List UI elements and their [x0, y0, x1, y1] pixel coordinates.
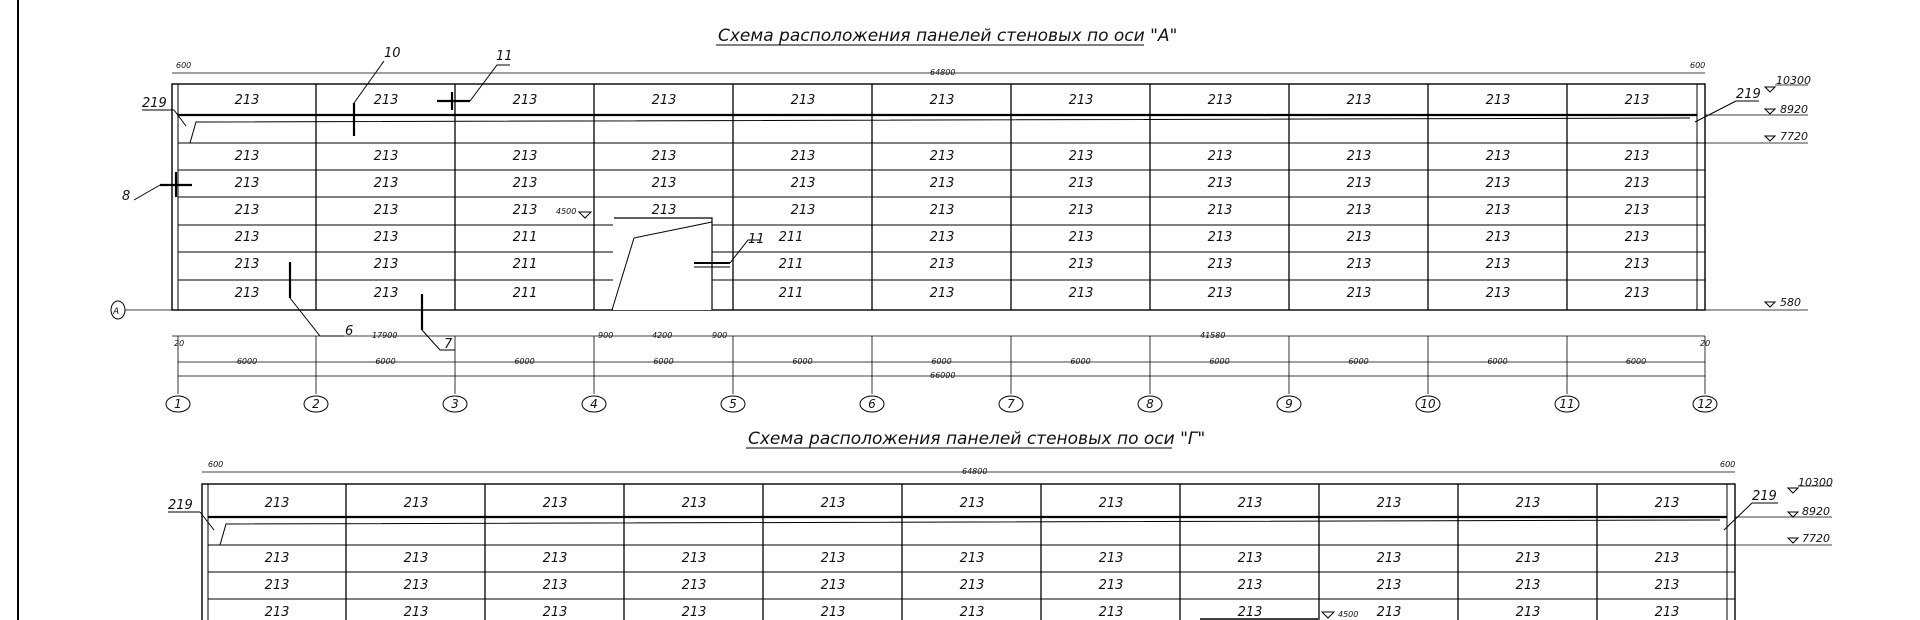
corner-mark-right-a: 219: [1736, 87, 1761, 102]
dim-seg-left-a: 17900: [372, 331, 398, 340]
panel-mark: 213: [1485, 230, 1511, 245]
panel-mark: 213: [681, 578, 707, 593]
panel-marks-g: [265, 496, 1680, 620]
panel-mark: 213: [1624, 203, 1650, 218]
panel-mark: 211: [512, 286, 538, 301]
span-dimension: 6000: [236, 357, 258, 366]
panel-mark: 213: [1485, 176, 1511, 191]
panel-mark: 213: [373, 203, 399, 218]
panel-mark: 213: [512, 203, 538, 218]
panel-mark: 213: [1624, 176, 1650, 191]
panel-mark: 213: [1624, 257, 1650, 272]
panel-mark: 213: [929, 230, 955, 245]
dim-total-bottom-a: 66000: [930, 371, 956, 380]
panel-mark: 213: [373, 286, 399, 301]
grid-axis-label: 9: [1285, 397, 1293, 411]
panel-mark: 213: [1515, 578, 1541, 593]
panel-mark: 213: [959, 551, 985, 566]
panel-mark: 213: [512, 149, 538, 164]
panel-mark: 213: [820, 578, 846, 593]
span-dimension: 6000: [653, 357, 674, 366]
panel-mark: 213: [1098, 605, 1124, 620]
elev-4500-g: 4500: [1338, 610, 1359, 619]
dim-total-top-g: 64800: [962, 467, 988, 476]
panel-mark: 213: [1624, 230, 1650, 245]
elev-580-a: 580: [1780, 296, 1801, 309]
panel-mark: 213: [790, 176, 816, 191]
elev-10300-g: 10300: [1798, 476, 1833, 489]
panel-mark: 213: [1346, 230, 1372, 245]
panel-mark: 213: [681, 496, 707, 511]
scheme-title-a: Схема расположения панелей стеновых по оси "А": [718, 26, 1178, 46]
elev-7720-a: 7720: [1780, 130, 1808, 143]
panel-mark: 213: [1207, 286, 1233, 301]
grid-axis-label: 2: [312, 397, 320, 411]
panel-mark: 213: [1237, 605, 1263, 620]
panel-mark: 213: [1207, 176, 1233, 191]
span-dimension: 6000: [1348, 357, 1369, 366]
panel-mark: 213: [1207, 230, 1233, 245]
panel-mark: 211: [778, 230, 804, 245]
panel-mark: 213: [542, 551, 568, 566]
panel-mark: 213: [929, 93, 955, 108]
panel-mark: 213: [264, 496, 290, 511]
panel-mark: 213: [373, 230, 399, 245]
grid-axis-label: 4: [590, 397, 598, 411]
panel-mark: 213: [929, 149, 955, 164]
panel-mark: 213: [1068, 93, 1094, 108]
panel-mark: 213: [1654, 578, 1680, 593]
panel-mark: 213: [1376, 496, 1402, 511]
panel-mark: 213: [1485, 93, 1511, 108]
panel-mark: 213: [820, 551, 846, 566]
dim-seg-door-a: 4200: [652, 331, 673, 340]
grid-axis-label: 3: [451, 397, 459, 411]
callout-6-line-a: [290, 298, 344, 336]
corner-mark-right-g: 219: [1752, 489, 1777, 504]
panel-mark: 213: [373, 149, 399, 164]
span-dimension: 6000: [1625, 357, 1647, 366]
panel-mark: 213: [651, 93, 677, 108]
panel-mark: 213: [1654, 605, 1680, 620]
panel-mark: 213: [1068, 257, 1094, 272]
callout-7-a: 7: [444, 337, 453, 352]
panel-mark: 213: [234, 230, 260, 245]
panel-mark: 213: [790, 93, 816, 108]
corner-mark-left-g: 219: [168, 498, 193, 513]
elev-10300-a: 10300: [1776, 74, 1811, 87]
wall-panel-scheme-axis-a: [111, 26, 1811, 412]
span-dimension: 6000: [792, 357, 813, 366]
elev-4500-marker-a: [579, 212, 591, 218]
panel-mark: 213: [1207, 93, 1233, 108]
grid-axis-label: 12: [1697, 397, 1713, 411]
row-axis-label-a: А: [113, 307, 120, 317]
corner-leader-right-diag-g: [1724, 503, 1752, 530]
panel-mark: 213: [1237, 551, 1263, 566]
panel-mark: 213: [1068, 230, 1094, 245]
dim-end-right-a: 20: [1700, 339, 1711, 348]
panel-mark: 213: [264, 551, 290, 566]
callout-10-line-a: [470, 65, 510, 101]
callout-10-a: 11: [496, 49, 513, 64]
panel-mark: 211: [778, 286, 804, 301]
panel-mark: 213: [1346, 286, 1372, 301]
panel-mark: 213: [1346, 203, 1372, 218]
panel-mark: 213: [373, 176, 399, 191]
dim-seg-right-a: 41580: [1200, 331, 1226, 340]
span-dimension: 6000: [1487, 357, 1508, 366]
span-dimension: 6000: [1209, 357, 1230, 366]
corner-leader-right-diag-a: [1695, 101, 1736, 122]
elevations-g: [1735, 476, 1833, 545]
panel-mark: 213: [790, 149, 816, 164]
span-dimension: 6000: [514, 357, 535, 366]
panel-mark: 213: [959, 578, 985, 593]
panel-mark: 213: [1068, 203, 1094, 218]
panel-mark: 213: [234, 286, 260, 301]
panel-mark: 213: [681, 551, 707, 566]
span-dimension: 6000: [1070, 357, 1091, 366]
panel-mark: 213: [234, 203, 260, 218]
panel-mark: 213: [234, 149, 260, 164]
panel-mark: 213: [1068, 286, 1094, 301]
corner-leader-left-diag-a: [174, 110, 186, 126]
grid-axis-label: 10: [1420, 397, 1436, 411]
panel-mark: 213: [1485, 203, 1511, 218]
panel-mark: 213: [264, 605, 290, 620]
callout-11-label-a: 11: [748, 232, 765, 247]
scheme-title-g: Схема расположения панелей стеновых по оси "Г": [748, 429, 1206, 449]
panel-mark: 213: [1515, 496, 1541, 511]
panel-mark: 213: [1346, 176, 1372, 191]
panel-mark: 213: [1376, 605, 1402, 620]
callout-8-a: 8: [122, 189, 131, 204]
elev-8920-a: 8920: [1780, 103, 1808, 116]
panel-mark: 213: [403, 605, 429, 620]
callout-8-line-a: [134, 185, 160, 200]
grid-axis-label: 6: [868, 397, 876, 411]
panel-mark: 213: [1207, 149, 1233, 164]
panel-mark: 213: [1098, 578, 1124, 593]
elevations-a: [1705, 74, 1811, 310]
panel-mark: 213: [1207, 203, 1233, 218]
dim-total-top-a: 64800: [930, 68, 956, 77]
panel-mark: 213: [1346, 93, 1372, 108]
panel-mark: 213: [1346, 149, 1372, 164]
dim-edge-right-g: 600: [1720, 460, 1736, 469]
panel-mark: 213: [651, 176, 677, 191]
dim-edge-left-a: 600: [176, 61, 192, 70]
panel-mark: 213: [542, 496, 568, 511]
panel-mark: 211: [778, 257, 804, 272]
panel-mark: 213: [512, 176, 538, 191]
dim-seg-gap-a-a: 900: [598, 331, 614, 340]
panel-mark: 213: [1237, 578, 1263, 593]
span-dimension: 6000: [931, 357, 952, 366]
panel-mark: 211: [512, 257, 538, 272]
panel-mark: 213: [234, 257, 260, 272]
dim-edge-left-g: 600: [208, 460, 224, 469]
panel-mark: 213: [959, 496, 985, 511]
panel-mark: 213: [1485, 286, 1511, 301]
panel-mark: 211: [512, 230, 538, 245]
panel-mark: 213: [403, 578, 429, 593]
panel-mark: 213: [403, 551, 429, 566]
panel-mark: 213: [1654, 496, 1680, 511]
panel-mark: 213: [542, 605, 568, 620]
grid-axis-label: 11: [1559, 397, 1575, 411]
panel-mark: 213: [1515, 551, 1541, 566]
panel-mark: 213: [1624, 93, 1650, 108]
span-dimensions-a: [237, 357, 1646, 366]
panel-mark: 213: [929, 257, 955, 272]
cornice-slope-g: [220, 520, 1720, 545]
panel-mark: 213: [234, 93, 260, 108]
panel-mark: 213: [1624, 149, 1650, 164]
panel-mark: 213: [959, 605, 985, 620]
grid-axis-label: 5: [729, 397, 737, 411]
panel-mark: 213: [1485, 257, 1511, 272]
panel-mark: 213: [929, 286, 955, 301]
panel-mark: 213: [820, 496, 846, 511]
panel-mark: 213: [929, 203, 955, 218]
panel-mark: 213: [651, 149, 677, 164]
panel-mark: 213: [1346, 257, 1372, 272]
panel-mark: 213: [234, 176, 260, 191]
panel-mark: 213: [1485, 149, 1511, 164]
elev-8920-g: 8920: [1802, 505, 1830, 518]
panel-mark: 213: [820, 605, 846, 620]
cornice-slope-a: [190, 118, 1690, 143]
wall-panel-scheme-axis-g: [168, 429, 1833, 620]
panel-mark: 213: [373, 257, 399, 272]
panel-mark: 213: [1098, 496, 1124, 511]
panel-mark: 213: [1654, 551, 1680, 566]
panel-mark: 213: [1376, 578, 1402, 593]
panel-mark: 213: [1515, 605, 1541, 620]
panel-mark: 213: [542, 578, 568, 593]
panel-mark: 213: [651, 203, 677, 218]
callout-9-a: 10: [384, 46, 401, 61]
panel-mark: 213: [929, 176, 955, 191]
dim-edge-right-a: 600: [1690, 61, 1706, 70]
elev-4500-a: 4500: [556, 207, 577, 216]
panel-mark: 213: [1376, 551, 1402, 566]
panel-mark: 213: [1068, 149, 1094, 164]
elev-4500-marker-g: [1322, 612, 1334, 618]
panel-mark: 213: [1068, 176, 1094, 191]
callout-6-a: 6: [345, 324, 354, 339]
elev-7720-g: 7720: [1802, 532, 1830, 545]
panel-mark: 213: [1624, 286, 1650, 301]
grid-axis-label: 1: [174, 397, 182, 411]
panel-mark: 213: [373, 93, 399, 108]
span-dimension: 6000: [375, 357, 396, 366]
dim-seg-gap-b-a: 900: [712, 331, 728, 340]
grid-axis-label: 8: [1146, 397, 1154, 411]
panel-mark: 213: [1098, 551, 1124, 566]
panel-mark: 213: [512, 93, 538, 108]
panel-mark: 213: [1237, 496, 1263, 511]
panel-mark: 213: [264, 578, 290, 593]
panel-mark: 213: [403, 496, 429, 511]
corner-mark-left-a: 219: [142, 96, 167, 111]
panel-mark: 213: [681, 605, 707, 620]
dim-end-left-a: 20: [174, 339, 185, 348]
grid-axis-label: 7: [1007, 397, 1015, 411]
panel-mark: 213: [1207, 257, 1233, 272]
panel-mark: 213: [790, 203, 816, 218]
